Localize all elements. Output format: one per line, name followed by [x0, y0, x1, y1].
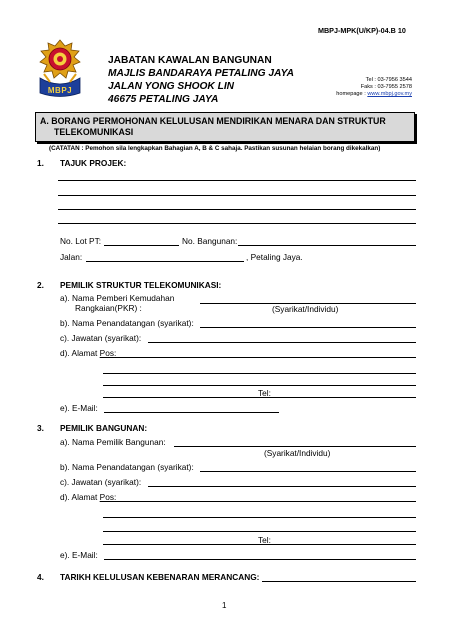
catatan-note: (CATATAN : Pemohon sila lengkapkan Bahagian A, B & C sahaja. Pastikan susunan helaian borang dikekalkan)	[49, 145, 381, 152]
s3-owner-field[interactable]	[174, 446, 416, 447]
section-a-title	[40, 116, 386, 138]
page-number: 1	[222, 601, 227, 610]
s2-position-field[interactable]	[148, 342, 416, 343]
s2-a-label-line1: a). Nama Pemberi Kemudahan	[60, 293, 175, 303]
no-bangunan-label: No. Bangunan:	[182, 236, 238, 246]
s3-a-label: a). Nama Pemilik Bangunan:	[60, 437, 166, 447]
section-1-title: TAJUK PROJEK:	[60, 158, 127, 168]
s2-tel-label: Tel:	[258, 388, 271, 398]
s4-date-field[interactable]	[262, 581, 416, 582]
s2-a-label-line2: Rangkaian(PKR) :	[75, 303, 142, 313]
s2-d-label: d). Alamat Pos:	[60, 348, 117, 358]
s3-address-line-3[interactable]	[103, 531, 416, 532]
s3-position-field[interactable]	[148, 486, 416, 487]
lot-pt-label: No. Lot PT:	[60, 236, 102, 246]
s3-email-field[interactable]	[104, 559, 416, 560]
s3-d-label: d). Alamat Pos:	[60, 492, 117, 502]
contact-block	[300, 77, 412, 99]
s3-address-line-4[interactable]	[103, 544, 416, 545]
section-3-title: PEMILIK BANGUNAN:	[60, 423, 148, 433]
section-1-number: 1.	[37, 158, 44, 168]
s2-address-line-1[interactable]	[110, 357, 416, 358]
s3-a-note: (Syarikat/Individu)	[264, 448, 331, 458]
petaling-jaya-label: , Petaling Jaya.	[246, 252, 303, 262]
section-2-number: 2.	[37, 280, 44, 290]
header-line1: JABATAN KAWALAN BANGUNAN	[108, 55, 272, 66]
s3-c-label: c). Jawatan (syarikat):	[60, 477, 142, 487]
s3-tel-label: Tel:	[258, 535, 271, 545]
no-bangunan-field[interactable]	[238, 245, 416, 246]
s3-address-line-2[interactable]	[103, 517, 416, 518]
project-title-line-1[interactable]	[58, 180, 416, 181]
s2-signatory-field[interactable]	[200, 327, 416, 328]
logo-text: MBPJ	[47, 86, 73, 95]
header-line2: MAJLIS BANDARAYA PETALING JAYA	[108, 68, 295, 79]
s2-address-line-3[interactable]	[103, 385, 416, 386]
s2-address-line-2[interactable]	[103, 373, 416, 374]
s3-b-label: b). Nama Penandatangan (syarikat):	[60, 462, 194, 472]
contact-faks: Faks : 03-7955 2578	[360, 84, 412, 91]
project-title-line-4[interactable]	[58, 223, 416, 224]
section-a-title-line2: TELEKOMUNIKASI	[54, 127, 134, 137]
section-4-title: TARIKH KELULUSAN KEBENARAN MERANCANG:	[60, 572, 260, 582]
section-3-number: 3.	[37, 423, 44, 433]
project-title-line-2[interactable]	[58, 195, 416, 196]
contact-tel: Tel : 03-7956 3544	[365, 77, 412, 83]
lot-pt-field[interactable]	[104, 245, 179, 246]
s2-email-field[interactable]	[104, 412, 279, 413]
jalan-field[interactable]	[86, 261, 244, 262]
s2-b-label: b). Nama Penandatangan (syarikat):	[60, 318, 194, 328]
section-2-title: PEMILIK STRUKTUR TELEKOMUNIKASI:	[60, 280, 222, 290]
s2-c-label: c). Jawatan (syarikat):	[60, 333, 142, 343]
header-line3: JALAN YONG SHOOK LIN	[108, 81, 235, 92]
s3-address-line-1[interactable]	[110, 501, 416, 502]
document-code: MBPJ-MPK(U/KP)-04.B 10	[318, 26, 406, 35]
s3-e-label: e). E-Mail:	[60, 550, 98, 560]
s2-a-note: (Syarikat/Individu)	[272, 304, 339, 314]
section-4-number: 4.	[37, 572, 44, 582]
project-title-line-3[interactable]	[58, 209, 416, 210]
header-line4: 46675 PETALING JAYA	[108, 94, 219, 105]
jalan-label: Jalan:	[60, 252, 83, 262]
homepage-link[interactable]: www.mbpj.gov.my	[367, 91, 412, 98]
mbpj-logo	[34, 38, 86, 100]
section-a-title-line1: A. BORANG PERMOHONAN KELULUSAN MENDIRIKAN MENARA DAN STRUKTUR	[40, 116, 386, 126]
s2-address-line-4[interactable]	[103, 397, 416, 398]
contact-homepage	[300, 91, 412, 98]
s2-e-label: e). E-Mail:	[60, 403, 98, 413]
header-address	[108, 54, 294, 106]
s3-signatory-field[interactable]	[200, 471, 416, 472]
homepage-label: homepage :	[336, 91, 366, 98]
